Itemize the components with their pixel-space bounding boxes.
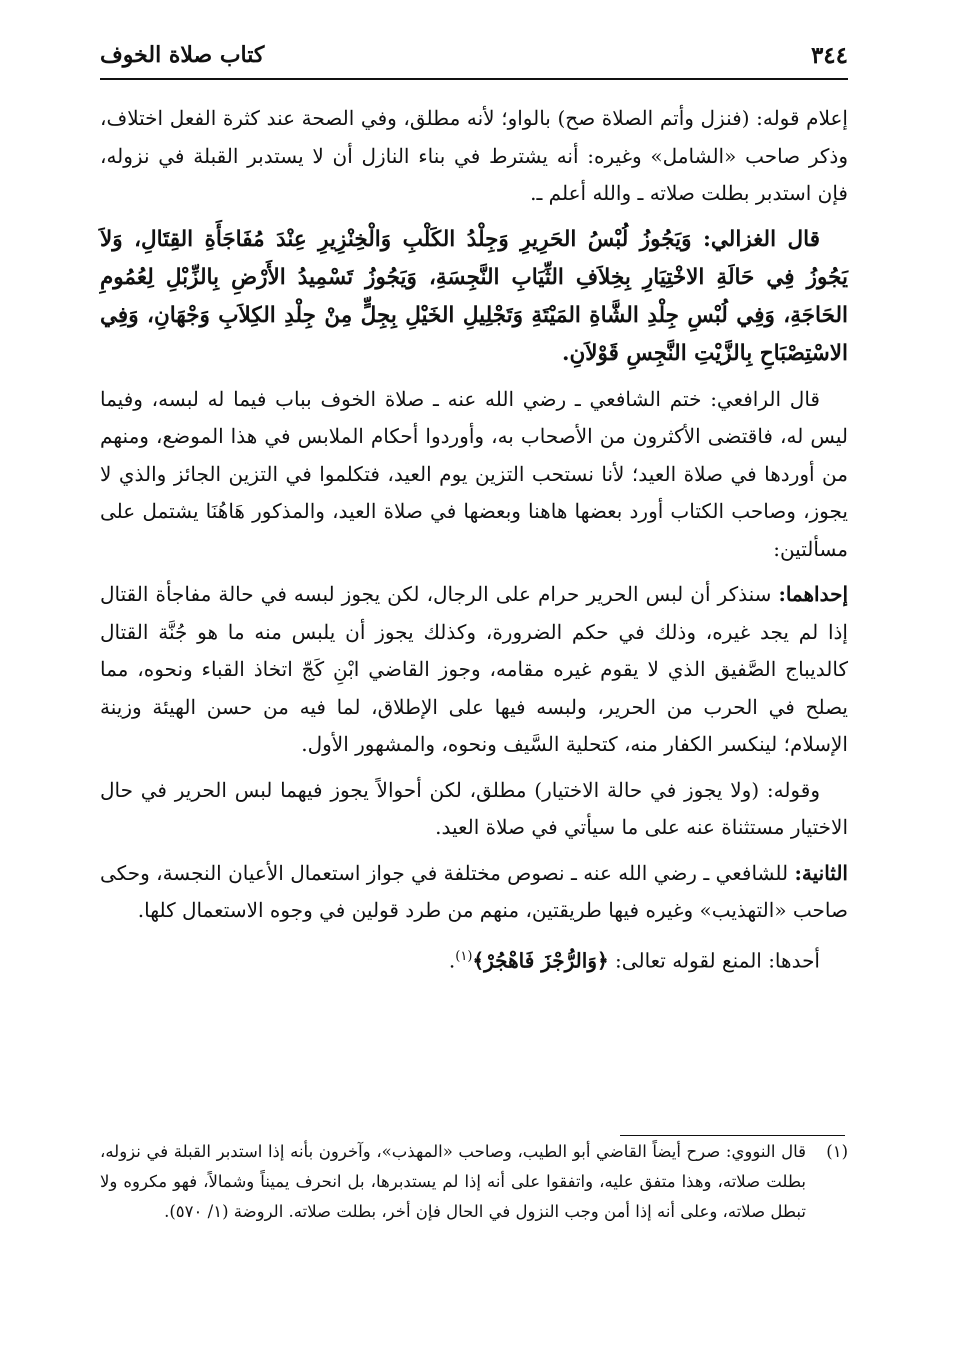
footnote-separator	[620, 1135, 845, 1136]
paragraph-1: إعلام قوله: (فنزل وأتم الصلاة صح) بالواو؛ لأنه مطلق، وفي الصحة عند كثرة الفعل اختلاف، وذكر صاحب «الشامل» وغيره: أنه يشترط في بناء النازل أن لا يستدبر القبلة في نزوله، فإن استدبر بطلت صلاته ـ والله أعلم ـ.	[100, 106, 848, 205]
quran-verse: ﴿وَالرُّجْزَ فَاهْجُرْ﴾	[472, 948, 609, 973]
footnote-number: (١)	[826, 1142, 848, 1161]
header-rule	[100, 78, 848, 80]
footnote-item	[100, 1137, 848, 1227]
second-issue-label: الثانية:	[794, 860, 848, 885]
page-header	[100, 38, 848, 78]
page-number: ٣٤٤	[810, 42, 848, 69]
first-issue-label: إحداهما:	[778, 582, 848, 606]
footnote-text: قال النووي: صرح أيضاً القاضي أبو الطيب، وصاحب «المهذب»، وآخرون بأنه إذا استدبر القبلة في نزوله، بطلت صلاته، وهذا متفق عليه، واتفقوا على أنه إذا لم يستدبرها، بل انحرف يميناً وشمالاً، فهو مكروه ولا تبطل صلاته، وعلى أنه إذا أمن وجب النزول في الحال فإن أخر، بطلت صلاته. الروضة (١/ ٥٧٠).	[100, 1142, 806, 1221]
paragraph-second-issue	[100, 855, 848, 930]
first-method-text: أحدها: المنع لقوله تعالى:	[608, 948, 820, 973]
main-text	[100, 100, 848, 988]
paragraph-first-method	[100, 938, 848, 980]
paragraph-ghazali-text: قال الغزالي: وَيَجُوزُ لُبْسُ الحَرِيرِ وَجِلْدُ الكَلْبِ وَالْخِنْزِيرِ عِنْدَ مُفَاجَأَةِ القِتَالِ، وَلاَ يَجُوزُ فِي حَالَةِ الاخْتِيَارِ بِخِلاَفِ الثِّيَابِ النَّجِسَةِ، وَيَجُوزُ تَسْمِيدُ الأَرْضِ بِالزِّبْلِ لِعُمُومِ الحَاجَةِ، وَفِي لُبْسِ جِلْدِ الشَّاةِ المَيْتَةِ وَتَجْلِيلِ الخَيْلِ بِجِلٍّ مِنْ جِلْدِ الكِلاَبِ وَجْهَانِ، وَفِي الاسْتِصْبَاحِ بِالزَّيْتِ النَّجِسِ قَوْلاَنِ.	[100, 226, 848, 366]
footnotes	[100, 1137, 848, 1227]
paragraph-statement: وقوله: (ولا يجوز في حالة الاختيار) مطلق، لكن أحوالاً يجوز فيهما لبس الحرير في حال الاختيار مستثناة عنه على ما سيأتي في صلاة العيد.	[100, 777, 848, 839]
second-issue-text: للشافعي ـ رضي الله عنه ـ نصوص مختلفة في جواز استعمال الأعيان النجسة، وحكى صاحب «التهذيب» وغيره فيها طريقتين، منهم من طرد قولين في وجوه الاستعمال كلها.	[100, 860, 848, 922]
paragraph-rafii-commentary: قال الرافعي: ختم الشافعي ـ رضي الله عنه ـ صلاة الخوف بباب فيما له لبسه، وفيما ليس له، فاقتضى الأكثرون من الأصحاب به، وأوردوا أحكام الملابس في هذا الموضع، ومنهم من أوردها في صلاة العيد؛ لأنا نستحب التزين يوم العيد، فتكلموا في التزين الجائز والذي لا يجوز، وصاحب الكتاب أورد بعضها هاهنا وبعضها في صلاة العيد، والمذكور هَاهُنَا يشتمل على مسألتين:	[100, 386, 848, 561]
running-title: كتاب صلاة الخوف	[100, 42, 265, 68]
footnote-reference[interactable]: (١)	[455, 948, 473, 964]
sentence-end: .	[448, 948, 456, 973]
first-issue-text: سنذكر أن لبس الحرير حرام على الرجال، لكن يجوز لبسه في حالة مفاجأة القتال إذا لم يجد غيره، وذلك في حكم الضرورة، وكذلك يجوز أن يلبس منه ما هو جُنَّة القتال كالديباج الصَّفيق الذي لا يقوم غيره مقامه، وجوز القاضي ابْنِ كَجّ اتخاذ القباء ونحوه، مما يصلح في الحرب من الحرير، ولبسه فيها على الإطلاق، لما فيه من حسن الهيئة وزينة الإسلام؛ لينكسر الكفار منه، كتحلية السَّيف ونحوه، والمشهور الأول.	[100, 582, 848, 756]
paragraph-first-issue	[100, 576, 848, 764]
